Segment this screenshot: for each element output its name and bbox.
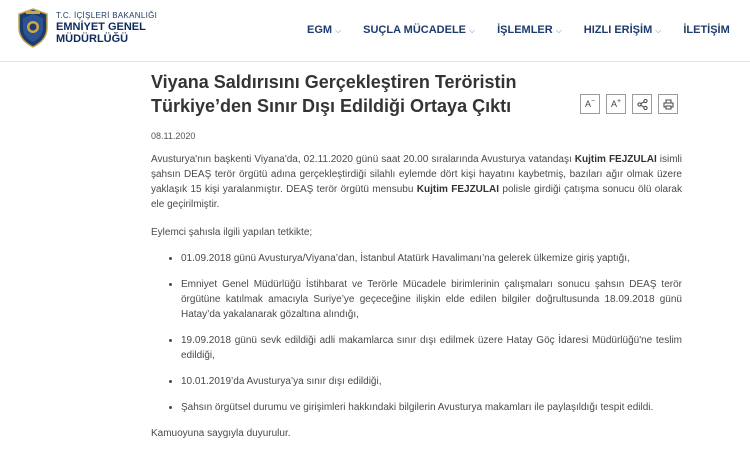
site-header: [0, 0, 750, 62]
font-decrease-button[interactable]: A −: [580, 94, 600, 114]
main-nav: [307, 24, 750, 36]
org-name-line2: MÜDÜRLÜĞÜ: [56, 33, 129, 45]
chevron-down-icon: ⌵: [469, 26, 476, 35]
chevron-down-icon: ⌵: [655, 26, 662, 35]
print-icon: [663, 99, 674, 110]
article-date: 08.11.2020: [151, 131, 196, 141]
list-item: 19.09.2018 günü sevk edildiği adli makamlarca sınır dışı edilmek üzere Hatay Göç İdaresi Müdürlüğü'ne teslim edildiği,: [169, 333, 682, 363]
nav-item-hizli-erisim[interactable]: HIZLI ERİŞİM ⌵: [583, 24, 662, 36]
suspect-name: Kujtim FEJZULAI: [574, 154, 657, 165]
article-body: [151, 152, 682, 441]
nav-item-islemler[interactable]: İŞLEMLER ⌵: [497, 24, 562, 36]
share-button[interactable]: [632, 94, 652, 114]
ministry-name: T.C. İÇİŞLERİ BAKANLIĞI: [56, 11, 158, 20]
chevron-down-icon: ⌵: [335, 26, 342, 35]
font-increase-button[interactable]: A +: [606, 94, 626, 114]
suspect-name: Kujtim FEJZULAI: [416, 184, 500, 195]
closing-line: Kamuoyuna saygıyla duyurulur.: [151, 428, 291, 439]
article-title: Viyana Saldırısını Gerçekleştiren Teröristin Türkiye’den Sınır Dışı Edildiği Ortaya Çıktı: [151, 72, 517, 116]
article-tools: [580, 94, 684, 114]
nav-item-sucla-mucadele[interactable]: SUÇLA MÜCADELE ⌵: [363, 24, 476, 36]
nav-item-egm[interactable]: EGM ⌵: [307, 24, 342, 36]
list-item: Emniyet Genel Müdürlüğü İstihbarat ve Terörle Mücadele birimlerinin çalışmaları sonucu şahsın DEAŞ terör örgütüne katılmak amacıyla Suriye’ye geçeceğine ilişkin elde edilen bilgiler doğrultusunda 18.09.2018 günü Hatay’da yakalanarak gözaltına alındığı,: [169, 277, 682, 322]
nav-item-iletisim[interactable]: İLETİŞİM: [683, 24, 730, 36]
list-item: Şahsın örgütsel durumu ve girişimleri hakkındaki bilgilerin Avusturya makamları ile paylaşıldığı tespit edildi.: [169, 400, 682, 415]
org-name-line1: EMNİYET GENEL: [56, 21, 146, 33]
findings-intro: Eylemci şahısla ilgili yapılan tetkikte;: [151, 227, 313, 238]
share-icon: [637, 99, 648, 110]
list-item: 01.09.2018 günü Avusturya/Viyana’dan, İstanbul Atatürk Havalimanı’na gelerek ülkemize giriş yaptığı,: [169, 251, 682, 266]
findings-list: [151, 251, 682, 415]
chevron-down-icon: ⌵: [555, 26, 562, 35]
intro-paragraph: Avusturya'nın başkenti Viyana'da, 02.11.2020 günü saat 20.00 sıralarında Avusturya vatandaşı Kujtim FEJZULAI isimli şahsın DEAŞ terör örgütü adına gerçekleştirdiği silahlı eylemde dört kişi hayatını kaybetmiş, bazıları ağır olmak üzere yaklaşık 15 kişi yaralanmıştır. DEAŞ terör örgütü mensubu Kujtim FEJZULAI polisle girdiği çatışma sonucu ölü olarak ele geçirilmiştir.: [151, 154, 682, 210]
brand-text[interactable]: [56, 10, 157, 45]
print-button[interactable]: [658, 94, 678, 114]
police-emblem-icon[interactable]: [16, 8, 50, 48]
list-item: 10.01.2019’da Avusturya’ya sınır dışı edildiği,: [169, 374, 682, 389]
